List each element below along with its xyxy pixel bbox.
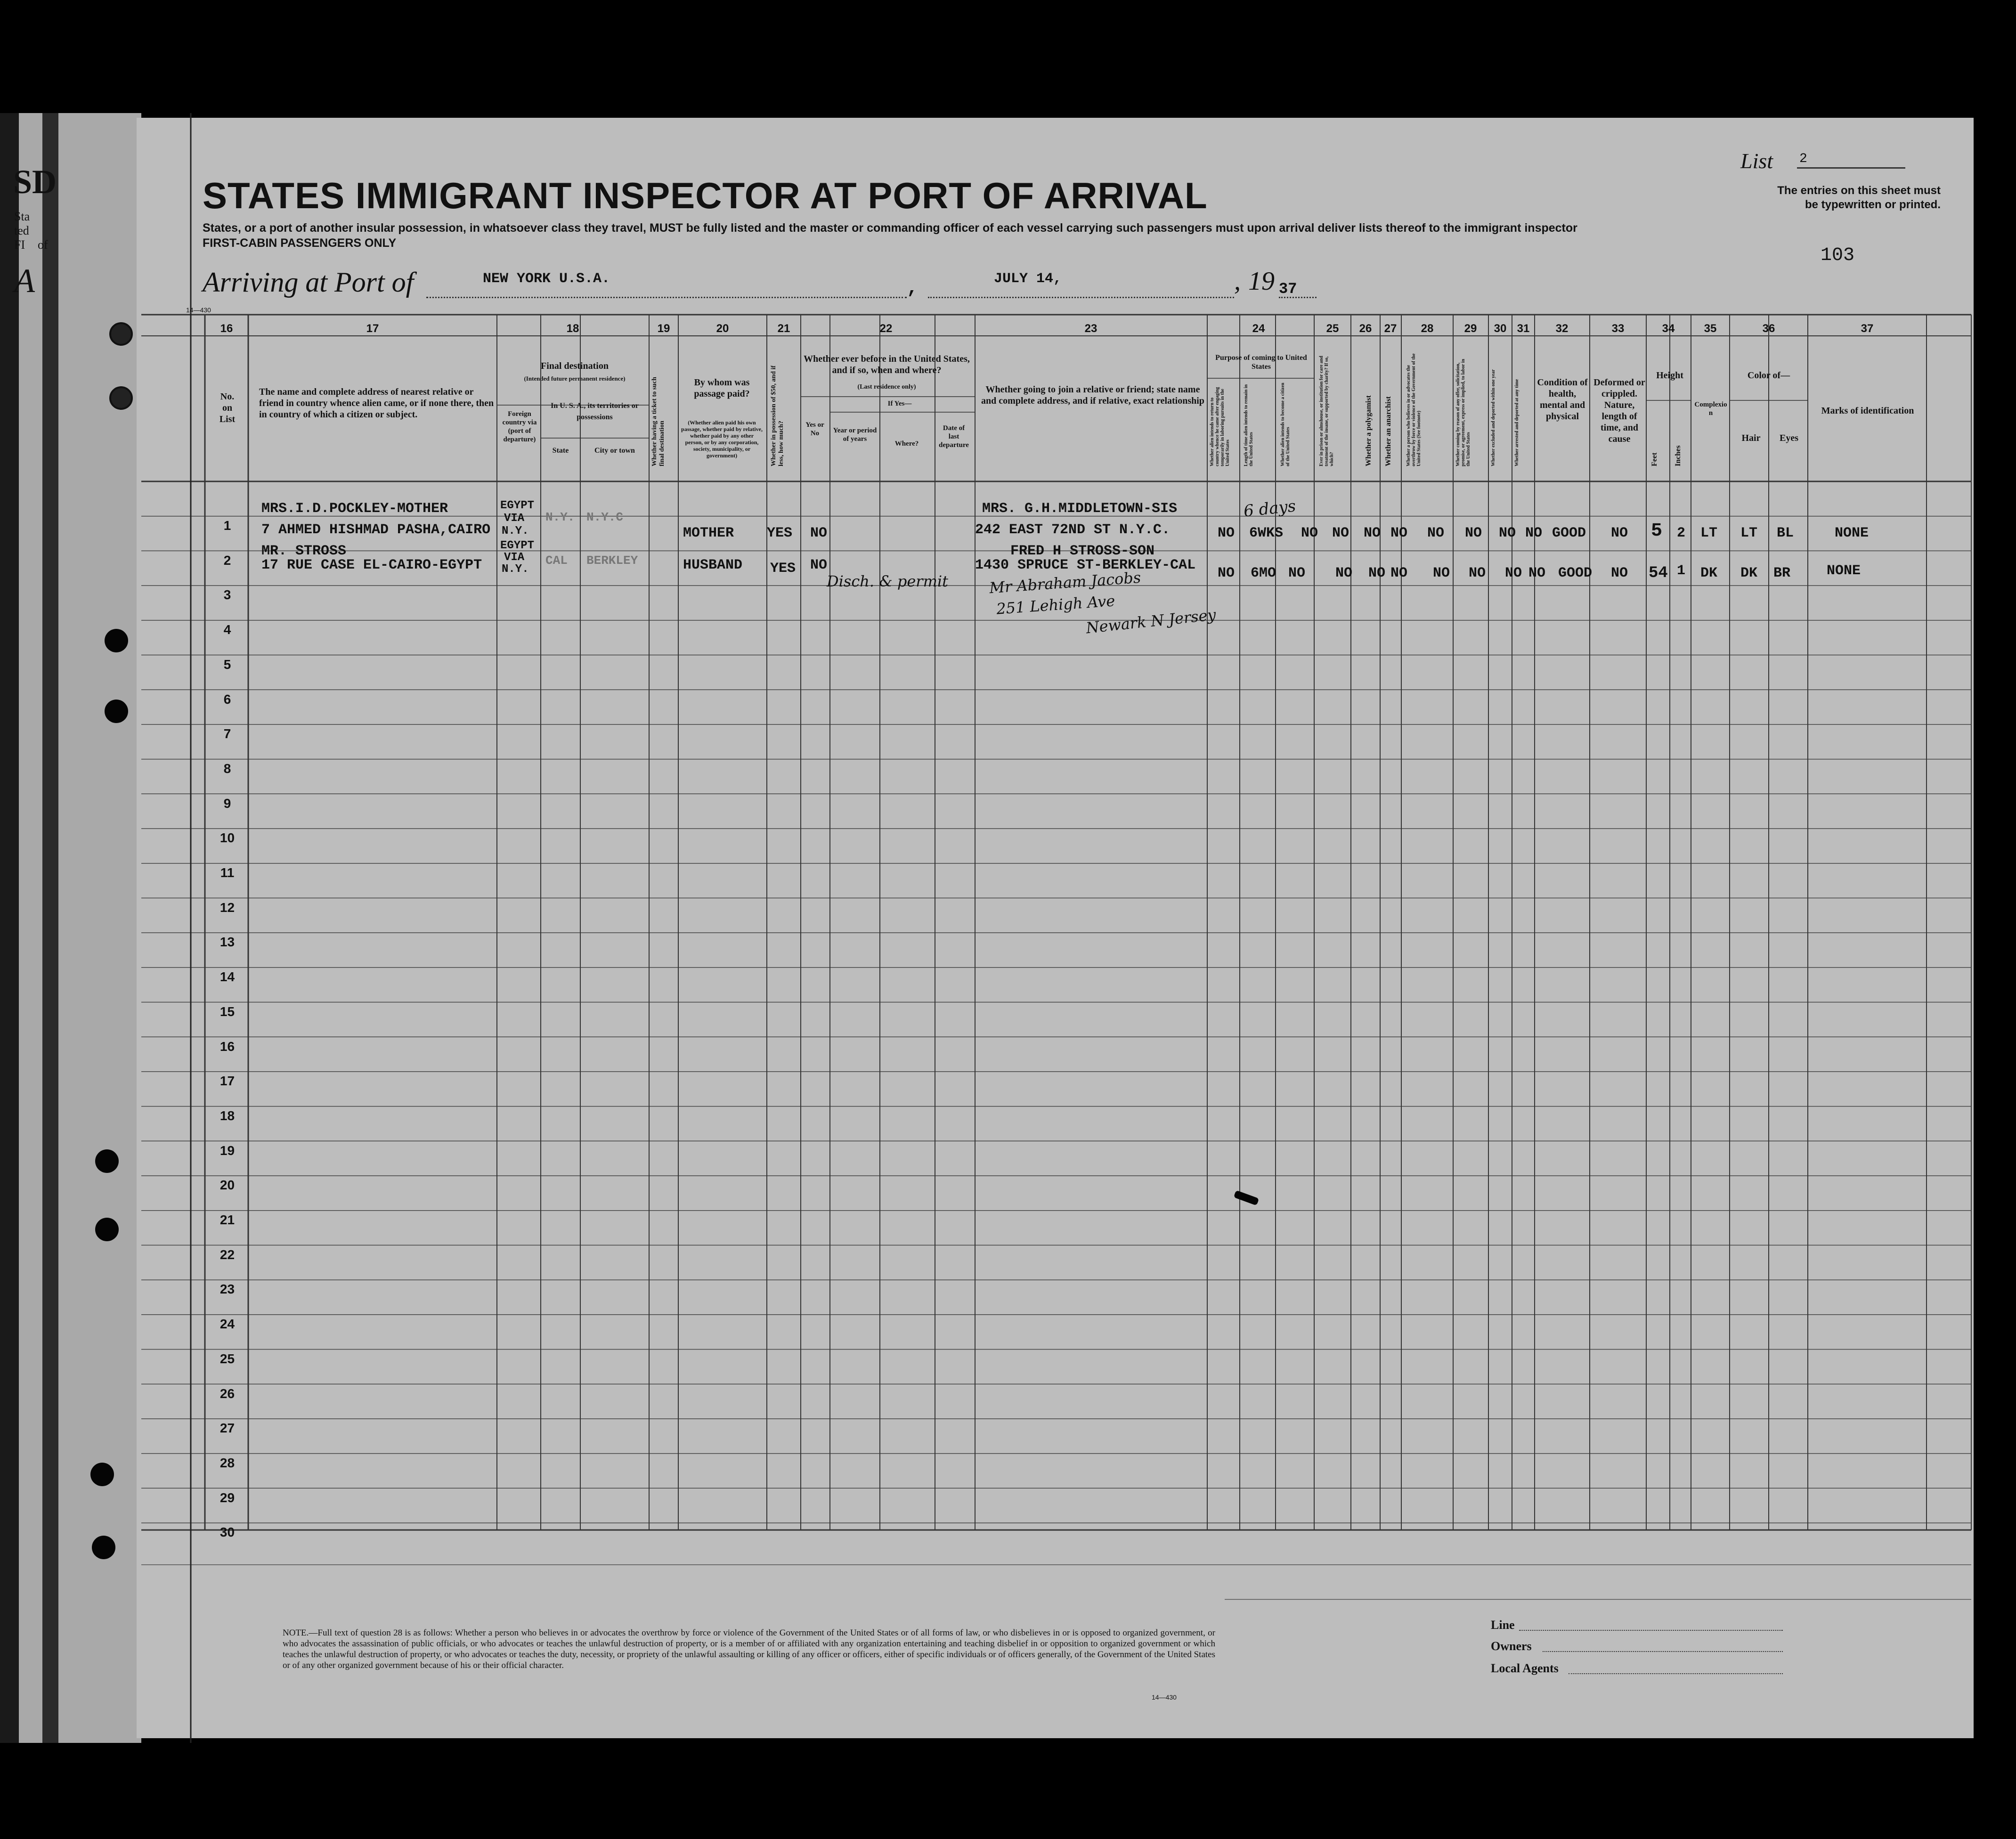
entry-1-foreign-port: N.Y. [502,525,529,537]
line-field [1519,1630,1783,1631]
row-number: 23 [219,1282,235,1297]
header-hair: Hair [1741,433,1761,443]
header-passage-paid: By whom was passage paid? [694,377,750,399]
entry-1-arrested: NO [1525,525,1543,541]
entry-1-fifty: YES [767,525,793,541]
form-subtitle: States, or a port of another insular possession, in whatsoever class they travel, MUST be fully listed and the master or commanding officer of each vessel carrying such passengers must upon arrival deliver lists thereof to the immigrant inspector [203,221,1577,235]
entry-2-labor-offer: NO [1469,565,1486,581]
entry-1-inches: 2 [1677,525,1686,541]
entry-1-anarchist: NO [1390,525,1408,541]
column-number: 31 [1517,322,1530,335]
row-number: 16 [219,1039,235,1054]
header-foreign-country: Foreign country via (port of departure) [502,410,537,443]
entry-2-inches: 1 [1677,563,1686,579]
entry-1-health: GOOD [1552,525,1586,541]
entry-2-feet: 54 [1649,564,1668,582]
header-complexion: Complexion [1694,401,1727,417]
row-number: 10 [219,830,235,846]
row-number: 7 [223,726,231,741]
header-passage-paid-sub: (Whether alien paid his own passage, whether paid by relative, whether paid by any other person, or by any corporation, society, municipality, or government) [681,419,763,459]
header-excluded: Whether excluded and deported within one year [1491,369,1496,466]
header-yes-no: Yes or No [805,421,824,437]
row-number: 30 [219,1525,235,1540]
row-number: 20 [219,1178,235,1193]
row-number: 26 [219,1386,235,1401]
row-number: 9 [223,796,231,811]
header-overthrow: Whether a person who believes in or advocates the overthrow by force or violence of the Government of the United States (See footnote) [1406,353,1422,466]
entry-2-complexion: DK [1700,565,1718,581]
entry-1-deformed: NO [1611,525,1628,541]
header-where: Where? [894,440,919,448]
year-suffix: 37 [1279,280,1297,298]
entry-2-marks: NONE [1827,563,1861,579]
entry-2-before-handwritten: Disch. & permit [827,572,948,590]
entry-2-paid-by: HUSBAND [683,557,743,573]
row-number: 21 [219,1212,235,1227]
header-eyes: Eyes [1780,433,1798,443]
column-number: 18 [566,322,579,335]
entry-2-purpose-length: 6MO [1251,565,1276,581]
header-in-usa: In U. S. A., its territories or possessions [551,402,639,421]
column-number: 16 [220,322,233,335]
row-number: 15 [219,1004,235,1019]
entry-1-relative-address: 7 AHMED HISHMAD PASHA,CAIRO [261,522,491,538]
entry-2-relative-address: 17 RUE CASE EL-CAIRO-EGYPT [261,557,482,573]
row-number: 12 [219,900,235,915]
column-number: 36 [1762,322,1775,335]
header-nearest-relative: The name and complete address of nearest relative or friend in country whence alien came, or if none there, then in country of which a citizen or subject. [259,387,494,420]
entry-1-purpose-length: 6WKS [1249,525,1284,541]
entry-2-relative-name: MR. STROSS [261,543,347,559]
header-arrested: Whether arrested and deported at any time [1514,379,1520,466]
row-number: 22 [219,1247,235,1262]
header-purpose: Purpose of coming to United States [1215,354,1307,371]
edge-fragment-1: SD [13,163,57,201]
entry-2-fifty: YES [770,561,796,577]
column-number: 35 [1704,322,1717,335]
header-last-departure: Date of last departure [939,424,969,449]
entry-1-foreign-country: EGYPT [500,499,535,512]
edge-fragment-4: FI [14,238,25,252]
entry-1-join-address: 242 EAST 72ND ST N.Y.C. [975,522,1171,538]
row-number: 18 [219,1108,235,1123]
column-number: 23 [1084,322,1097,335]
entry-1-purpose-handwritten: 6 days [1243,496,1297,521]
entry-2-join-handwritten-name: Mr Abraham Jacobs [989,568,1142,597]
row-number: 8 [223,761,231,776]
row-number: 6 [223,692,231,707]
year-prefix: 19 [1248,267,1275,296]
column-number: 26 [1359,322,1372,335]
header-anarchist: Whether an anarchist [1384,396,1392,466]
header-ticket: Whether having a ticket to such final destination [651,377,666,466]
entry-2-polygamist: NO [1368,565,1386,581]
row-number: 25 [219,1351,235,1366]
column-number: 17 [366,322,379,335]
header-purpose-return: Whether alien intends to return to country whence he came after engaging temporarily in laboring pursuits in the United States [1210,387,1230,466]
owners-label: Owners [1491,1639,1532,1653]
header-fifty-dollars: Whether in possession of $50, and if less, how much? [770,365,785,466]
entry-1-paid-by: MOTHER [683,525,734,541]
header-final-destination-sub: (Intended future permanent residence) [524,375,626,382]
entry-2-purpose-citizen: NO [1288,565,1306,581]
header-polygamist: Whether a polygamist [1365,395,1373,466]
entry-2-join-handwritten-city: Newark N Jersey [1085,605,1217,637]
header-join-relative: Whether going to join a relative or friend; state name and complete address, and if relative, exact relationship [981,384,1204,406]
column-number: 33 [1611,322,1625,335]
row-number: 3 [223,587,231,602]
entry-1-hair: LT [1740,525,1758,541]
entry-2-join-name: FRED H STROSS-SON [1010,543,1155,559]
entry-2-before: NO [810,557,828,573]
entry-2-excluded: NO [1505,565,1522,581]
entry-1-state: N.Y. [545,510,575,524]
owners-field [1543,1651,1783,1652]
row-number: 17 [219,1074,235,1089]
form-title: STATES IMMIGRANT INSPECTOR AT PORT OF ARRIVAL [203,175,1208,216]
list-label: List [1740,149,1773,173]
header-state: State [552,447,569,455]
header-health: Condition of health, mental and physical [1537,377,1588,422]
header-ever-before: Whether ever before in the United States, and if so, when and where? [804,354,970,375]
entry-1-feet: 5 [1651,521,1663,542]
entry-2-deformed: NO [1611,565,1628,581]
column-number: 21 [777,322,790,335]
entry-1-join-name: MRS. G.H.MIDDLETOWN-SIS [982,501,1178,517]
row-number: 24 [219,1317,235,1332]
form-number: 14—430 [1152,1693,1177,1701]
row-number: 11 [220,865,235,880]
header-marks: Marks of identification [1821,406,1914,416]
column-number: 22 [879,322,893,335]
column-number: 29 [1464,322,1477,335]
entry-2-eyes: BR [1773,565,1791,581]
entries-note-line-2: be typewritten or printed. [1805,198,1941,211]
entry-1-purpose-citizen: NO [1301,525,1318,541]
header-purpose-citizen: Whether alien intends to become a citizen of the United States [1280,382,1291,466]
entry-1-foreign-via: VIA [504,512,525,525]
row-number: 14 [219,969,235,985]
column-number: 37 [1861,322,1874,335]
header-if-yes: If Yes— [887,400,912,407]
header-ever-before-sub: (Last residence only) [857,383,916,391]
passenger-class: FIRST-CABIN PASSENGERS ONLY [203,236,397,250]
entry-2-join-handwritten-street: 251 Lehigh Ave [995,592,1116,618]
header-inches: Inches [1674,445,1682,466]
entry-2-prison: NO [1335,565,1353,581]
column-number: 25 [1326,322,1339,335]
header-height: Height [1656,370,1683,381]
row-number: 5 [223,657,231,672]
edge-fragment-6: A [14,262,35,300]
header-color-of: Color of— [1747,370,1790,381]
year-comma: , [1234,267,1241,296]
entry-2-anarchist: NO [1390,565,1408,581]
local-agents-field [1569,1673,1783,1674]
entry-2-foreign-via: VIA [504,551,525,564]
entry-2-state: CAL [545,553,568,568]
entry-1-overthrow: NO [1427,525,1445,541]
line-label: Line [1491,1618,1515,1632]
header-final-destination: Final destination [541,361,609,371]
arriving-label: Arriving at Port of [203,267,414,298]
row-number: 27 [219,1421,235,1436]
row-number: 19 [219,1143,235,1158]
row-number: 1 [223,518,231,533]
entry-1-city: N.Y.C [586,510,624,524]
local-agents-label: Local Agents [1491,1661,1559,1675]
column-number: 34 [1662,322,1675,335]
form-number-top: 14—430 [186,306,211,314]
header-labor-offer: Whether coming by reason of any offer, solicitation, promise, or agreement, express or implied, to labor in the United States [1455,358,1471,466]
entry-2-city: BERKLEY [586,553,638,568]
entry-2-join-address: 1430 SPRUCE ST-BERKLEY-CAL [975,557,1196,573]
entry-1-before: NO [810,525,828,541]
column-number: 30 [1494,322,1507,335]
header-purpose-length: Length of time alien intends to remain in the United States [1244,384,1254,466]
entry-1-prison: NO [1332,525,1349,541]
column-number: 28 [1421,322,1434,335]
list-number: 2 [1799,152,1807,166]
entry-2-foreign-country: EGYPT [500,539,535,552]
column-number: 24 [1252,322,1265,335]
entry-2-purpose-return: NO [1218,565,1235,581]
port-comma: , [907,278,919,299]
entry-1-relative-name: MRS.I.D.POCKLEY-MOTHER [261,501,448,517]
footnote: NOTE.—Full text of question 28 is as follows: Whether a person who believes in or advocates the overthrow by force or violence of the Government of the United States or of all forms of law, or who disbelieves in or is opposed to organized government, or who advocates the assassination of public officials, or who advocates or teaches the unlawful destruction of property, or is a member of or affiliated with any organization entertaining and teaching disbelief in or opposition to organized government or which teaches the unlawful destruction of property, or who advocates or teaches the duty, necessity, or propriety of the unlawful assaulting or killing of any officer or officers, either of specific individuals or of officers generally, of the Government of the United States or of any other organized government because of his or their official character. [283,1628,1215,1670]
column-number: 20 [716,322,729,335]
header-prison: Ever in prison or almshouse, or institution for care and treatment of the insane, or supported by charity? If so, which? [1319,356,1334,466]
edge-fragment-3: ted [14,224,29,237]
row-number: 29 [219,1490,235,1505]
entry-2-foreign-port: N.Y. [502,563,529,576]
edge-fragment-2: Sta [14,210,30,223]
header-no-on-list: No. on List [219,391,236,424]
entry-1-labor-offer: NO [1465,525,1482,541]
port-value: NEW YORK U.S.A. [483,271,610,287]
entry-2-hair: DK [1740,565,1758,581]
header-city: City or town [594,447,635,455]
entry-1-excluded: NO [1499,525,1516,541]
entry-1-purpose-return: NO [1218,525,1235,541]
row-number: 4 [223,622,231,637]
edge-fragment-5: of [38,238,48,252]
page-number: 103 [1821,245,1855,266]
column-number: 19 [657,322,670,335]
entry-2-overthrow: NO [1433,565,1450,581]
entry-1-marks: NONE [1835,525,1869,541]
row-number: 28 [219,1455,235,1470]
header-feet: Feet [1650,452,1658,466]
entry-1-polygamist: NO [1364,525,1381,541]
entry-2-arrested: NO [1528,565,1546,581]
header-deformed: Deformed or crippled. Nature, length of time, and cause [1593,377,1645,444]
entry-1-complexion: LT [1700,525,1718,541]
column-number: 32 [1555,322,1569,335]
entry-1-eyes: BL [1777,525,1794,541]
date-value: JULY 14, [994,271,1062,287]
row-number: 2 [223,553,231,568]
column-number: 27 [1384,322,1397,335]
entries-note-line-1: The entries on this sheet must [1777,184,1941,197]
entry-2-health: GOOD [1558,565,1593,581]
header-year-period: Year or period of years [833,427,877,443]
row-number: 13 [219,935,235,950]
